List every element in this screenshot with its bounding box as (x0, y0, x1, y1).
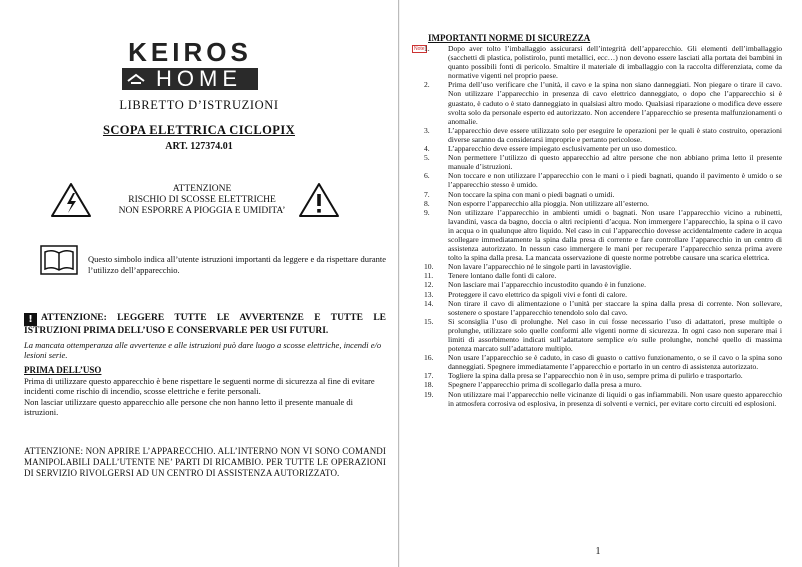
rule-number: 18. (424, 380, 434, 390)
article-number: ART. 127374.01 (165, 141, 233, 152)
general-warning-icon (298, 182, 340, 218)
rule-number: 16. (424, 353, 434, 363)
rule-text: Tenere lontano dalle fonti di calore. (448, 271, 557, 281)
instruction-book-icon (40, 245, 78, 275)
safety-rule-item (424, 171, 782, 189)
shock-warning-line: NON ESPORRE A PIOGGIA E UMIDITA’ (118, 206, 286, 216)
rule-text: Si sconsiglia l’uso di prolunghe. Nel caso in cui fosse necessario l’uso di adattatori, prese multiple o prolunghe, utilizzare solo quelle conformi alle vigenti norme di sicurezza. In ogni caso non superare mai i limiti di assorbimento indicati sull’adattatore semplice e/o sulle prolunghe, nonché quello di massima potenza marcato sull’adattatore multiplo. (448, 316, 782, 354)
product-name: SCOPA ELETTRICA CICLOPIX (102, 123, 296, 137)
safety-rule-item (424, 290, 782, 299)
rule-text: Dopo aver tolto l’imballaggio assicurarsi dell’integrità dell’apparecchio. Gli elementi dell’imballaggio (sacchetti di plastica, polistirolo, punti metallici, ecc…) non devono essere lasciati alla portata dei bambini in quanto possibili fonti di pericolo. Smaltire il materiale di imballaggio con la raccolta differenziata, come da normative vigenti nel proprio paese. (448, 44, 782, 81)
rule-text: Togliere la spina dalla presa se l’apparecchio non è in uso, sempre prima di pulirlo e trasportarlo. (448, 371, 743, 381)
exclamation-icon: ! (24, 313, 37, 326)
right-page (400, 0, 802, 567)
safety-rule-item (424, 44, 782, 80)
safety-rule-item (424, 190, 782, 199)
rule-number: 1. (424, 44, 430, 53)
rule-text: Non tirare il cavo di alimentazione o l’unità per staccare la spina dalla presa di corrente. Non sollevare, sostenere o spostare l’apparecchio tenendolo solo dal cavo. (448, 298, 782, 317)
rule-number: 13. (424, 289, 434, 299)
symbol-note: Questo simbolo indica all’utente istruzioni importanti da leggere e da rispettare durante l’utilizzo dell’apparecchio. (88, 254, 386, 275)
safety-rule-item (424, 80, 782, 125)
rule-text: Non esporre l’apparecchio alla pioggia. Non utilizzare all’esterno. (448, 198, 649, 208)
safety-rule-item (424, 280, 782, 289)
safety-rule-item (424, 380, 782, 389)
rule-number: 15. (424, 316, 434, 326)
rule-number: 10. (424, 262, 434, 272)
page-number: 1 (595, 546, 601, 557)
shock-warning-text (118, 184, 286, 217)
rule-number: 8. (424, 198, 430, 208)
rule-text: Non permettere l’utilizzo di questo apparecchio ad altre persone che non abbiano prima letto il presente manuale d’istruzioni. (448, 153, 782, 172)
first-use-heading: PRIMA DELL’USO (24, 365, 102, 375)
rule-text: Non utilizzare l’apparecchio in ambienti umidi o bagnati. Non usare l’apparecchio vicino a rubinetti, lavandini, vasca da bagno, doccia o altri recipienti d’acqua. Non immergere l’apparecchio, la spina o il cavo in acqua o in qualunque altro liquido. Nel caso in cui l’apparecchio dovesse accidentalmente cadere in acqua scollegare immediatamente la spina dalla presa di corrente e fare controllare l’apparecchio in un centro di assistenza autorizzato. In nessun caso immergere le mani per recuperare l’apparecchio senza prima avere tolto la spina dalla presa. La mancata osservazione di queste norme potrebbe causare una scarica elettrica. (448, 207, 782, 263)
safety-rule-item (424, 262, 782, 271)
rule-text: Non toccare e non utilizzare l’apparecchio con le mani o i piedi bagnati, quando il pavimento è umido o se l’apparecchio stesso è umido. (448, 171, 782, 190)
safety-rule-item (424, 208, 782, 263)
rule-text: Spegnere l’apparecchio prima di scollegarlo dalla presa a muro. (448, 380, 642, 390)
brand-logo (122, 38, 258, 90)
house-icon (122, 68, 150, 90)
rule-number: 19. (424, 389, 434, 399)
first-use-paragraph: Prima di utilizzare questo apparecchio è bene rispettare le seguenti norme di sicurezza al fine di evitare incidenti come rischio di incendio, scosse elettriche e ferite personali. (24, 375, 375, 396)
rule-text: Proteggere il cavo elettrico da spigoli vivi e fonti di calore. (448, 289, 628, 299)
rule-text: L’apparecchio deve essere utilizzato solo per eseguire le operazioni per le quali è stato costruito, operazioni diverse saranno da considerarsi improprie e pertanto pericolose. (448, 125, 782, 144)
rule-text: Non lasciare mai l’apparecchio incustodito quando è in funzione. (448, 280, 647, 290)
rule-number: 12. (424, 280, 434, 290)
shock-warning-line: ATTENZIONE (172, 184, 232, 194)
rule-text: Non usare l’apparecchio se è caduto, in caso di guasto o cattivo funzionamento, o se il cavo o la spina sono danneggiati. Spegnere immediatamente l’apparecchio e portarlo in un centro di assistenza autorizzato. (448, 353, 782, 372)
attention-heading (24, 313, 386, 338)
safety-rule-item (424, 271, 782, 280)
rule-text: Non toccare la spina con mani o piedi bagnati o umidi. (448, 189, 615, 199)
rule-number: 17. (424, 371, 434, 381)
rule-number: 11. (424, 271, 434, 281)
attention-block (24, 313, 386, 361)
safety-rules-heading: IMPORTANTI NORME DI SICUREZZA (428, 33, 591, 43)
rule-number: 7. (424, 189, 430, 199)
note-annotation-tag[interactable]: Note (414, 46, 425, 52)
electric-shock-warning-icon (50, 182, 92, 218)
safety-rule-item (424, 390, 782, 408)
safety-rule-item (424, 126, 782, 144)
rule-number: 4. (424, 144, 430, 154)
rule-text: Non lavare l’apparecchio né le singole parti in lavastoviglie. (448, 262, 632, 272)
safety-rule-item (424, 299, 782, 317)
manual-title: LIBRETTO D’ISTRUZIONI (119, 98, 279, 112)
do-not-open-warning: ATTENZIONE: NON APRIRE L’APPARECCHIO. ALL’INTERNO NON VI SONO COMANDI MANIPOLABILI DALL’UTENTE NE’ PARTI DI RICAMBIO. PER TUTTE LE OPERAZIONI DI SERVIZIO RIVOLGERSI AD UN CENTRO DI ASSISTENZA AUTORIZZATO. (24, 446, 386, 478)
left-page (0, 0, 399, 567)
safety-rule-item (424, 353, 782, 371)
logo-home-bar (122, 68, 258, 90)
logo-wordmark: KEIROS (128, 37, 252, 67)
first-use-paragraph: Non lasciar utilizzare questo apparecchio alle persone che non hanno letto il presente manuale di istruzioni. (24, 396, 354, 417)
attention-heading-text: ATTENZIONE: LEGGERE TUTTE LE AVVERTENZE E TUTTE LE ISTRUZIONI PRIMA DELL’USO E CONSERVARLE PER USI FUTURI. (24, 313, 386, 336)
rule-number: 3. (424, 125, 430, 135)
safety-rule-item (424, 199, 782, 208)
rule-number: 14. (424, 298, 434, 308)
rule-number: 9. (424, 207, 430, 217)
safety-rule-item (424, 153, 782, 171)
rule-number: 5. (424, 153, 430, 163)
rule-number: 2. (424, 80, 430, 90)
first-use-section (24, 365, 386, 418)
rule-text: Prima dell’uso verificare che l’unità, il cavo e la spina non siano danneggiati. Non piegare o tirare il cavo. Non utilizzare l’apparecchio in presenza di cavo elettrico danneggiato, o dopo che l’apparecchio si è guastato, è caduto o è stato danneggiato in qualsiasi altro modo. Qualsiasi riparazione o modifica deve essere svolta solo da personale esperto ed autorizzato. Non accendere l’apparecchio se presenta malfunzionamenti o anomalie. (448, 80, 782, 126)
rule-text: Non utilizzare mai l’apparecchio nelle vicinanze di liquidi o gas infiammabili. Non usare questo apparecchio in atmosfera corrosiva od esplosiva, in presenza di solventi e vernici, per evitare corto circuiti ed esplosioni. (448, 389, 782, 408)
safety-rule-item (424, 371, 782, 380)
safety-rule-item (424, 317, 782, 353)
rule-text: L’apparecchio deve essere impiegato esclusivamente per un uso domestico. (448, 144, 677, 154)
attention-body: La mancata ottemperanza alle avvertenze e alle istruzioni può dare luogo a scosse elettriche, incendi e/o lesioni serie. (24, 339, 382, 360)
safety-rules-list (424, 44, 782, 408)
rule-number: 6. (424, 171, 430, 181)
shock-warning-line: RISCHIO DI SCOSSE ELETTRICHE (128, 195, 276, 205)
safety-rule-item (424, 144, 782, 153)
logo-home-text: HOME (156, 66, 242, 91)
